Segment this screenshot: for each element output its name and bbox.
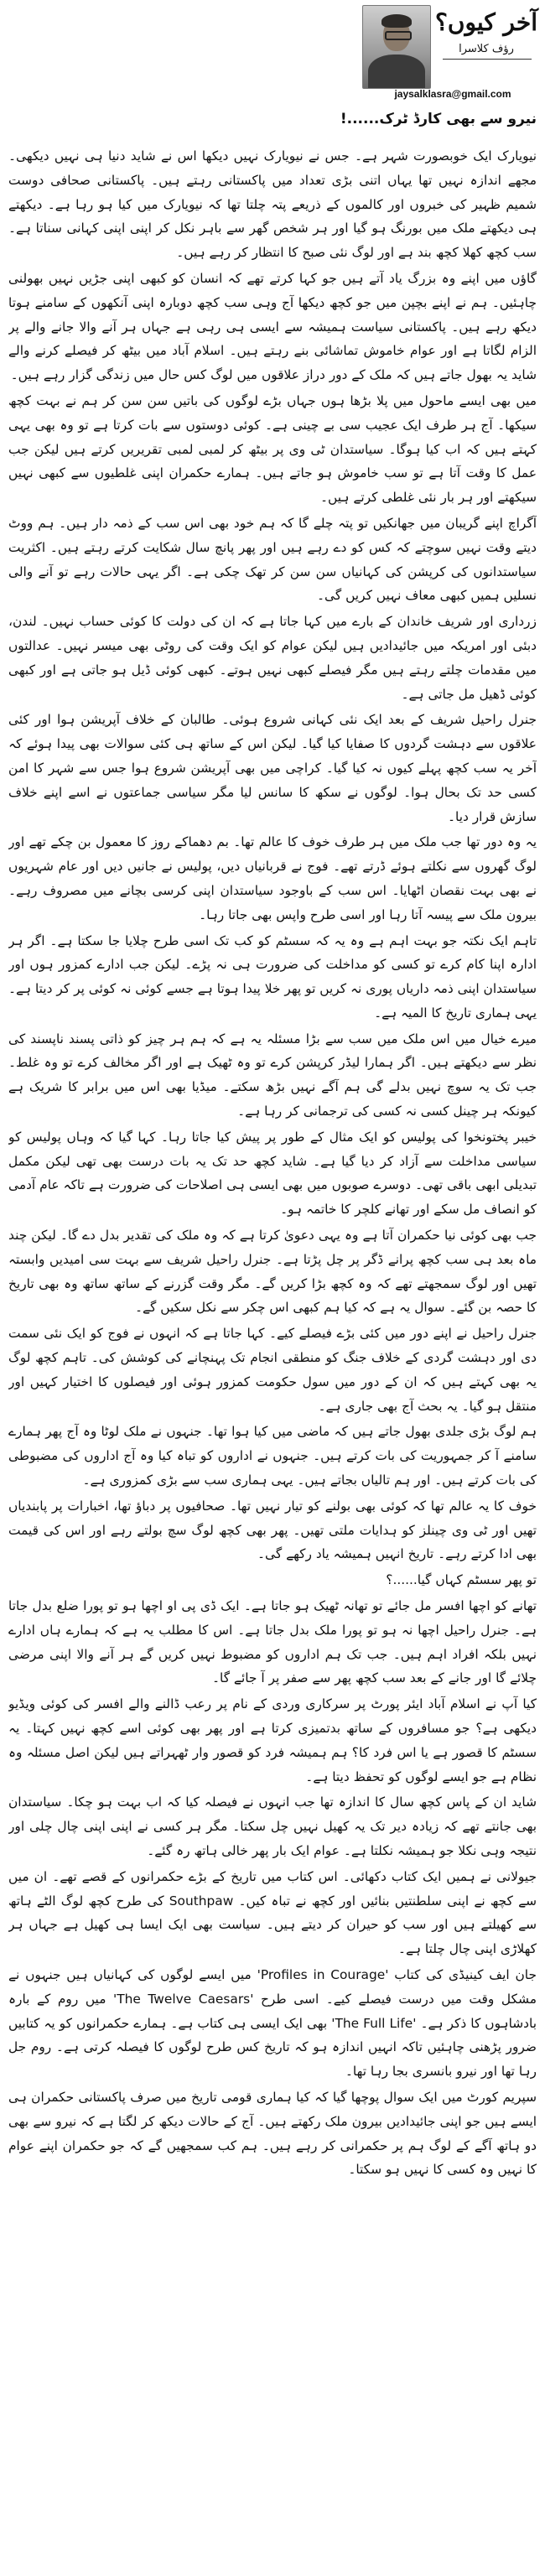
author-photo-body	[368, 55, 425, 89]
paragraph: تھانے کو اچھا افسر مل جائے تو تھانہ ٹھیک ہو جاتا ہے۔ ایک ڈی پی او اچھا ہو تو پورا ضلع بدل جاتا ہے۔ جنرل راحیل اچھا نہ ہو تو پورا ملک بدل جاتا ہے۔ اس کا مطلب یہ ہے کہ ہمارے ہاں ادارے نہیں بلکہ افراد اہم ہیں۔ جب تک ہم اداروں کو مضبوط نہیں کریں گے ہر آنے والا اپنی مرضی چلائے گا اور جانے کے بعد سب کچھ پھر سے صفر پر آ جائے گا۔	[8, 1598, 537, 1686]
article-headline: نیرو سے بھی کارڈ ٹرک......!	[340, 111, 537, 127]
paragraph: جب بھی کوئی نیا حکمران آتا ہے وہ یہی دعویٰ کرتا ہے کہ وہ ملک کی تقدیر بدل دے گا۔ لیکن چند ماہ بعد ہی سب کچھ پرانے ڈگر پر چل پڑتا ہے۔ جنرل راحیل شریف سے بہت سی امیدیں وابستہ تھیں اور لوگ سمجھتے تھے کہ وہ کچھ بڑا کریں گے۔ مگر وقت گزرنے کے ساتھ ساتھ وہ بھی تاریخ کا حصہ بن گئے۔ سوال یہ ہے کہ کیا ہم کبھی اس چکر سے نکل سکیں گے۔	[8, 1228, 537, 1316]
paragraph: یہ وہ دور تھا جب ملک میں ہر طرف خوف کا عالم تھا۔ بم دھماکے روز کا معمول بن چکے تھے اور لوگ گھروں سے نکلتے ہوئے ڈرتے تھے۔ فوج نے قربانیاں دیں، پولیس نے جانیں دیں اور عام شہریوں نے بھی بہت نقصان اٹھایا۔ اس سب کے باوجود سیاستدان اپنی کرسی بچانے میں مصروف رہے۔ بیرون ملک سے پیسہ آتا رہا اور اسی طرح واپس بھی جاتا رہا۔	[8, 834, 537, 922]
paragraph: میرے خیال میں اس ملک میں سب سے بڑا مسئلہ یہ ہے کہ ہم ہر چیز کو ذاتی پسند ناپسند کی نظر سے دیکھتے ہیں۔ اگر ہمارا لیڈر کرپشن کرے تو وہ ٹھیک ہے اور اگر مخالف کرے تو وہ غلط۔ جب تک یہ سوچ نہیں بدلے گی ہم آگے نہیں بڑھ سکتے۔ میڈیا بھی اس میں برابر کا شریک ہے کیونکہ ہر چینل کسی نہ کسی کی ترجمانی کر رہا ہے۔	[8, 1031, 537, 1119]
paragraph: آگراچ اپنے گریبان میں جھانکیں تو پتہ چلے گا کہ ہم خود بھی اس سب کے ذمہ دار ہیں۔ ہم ووٹ دیتے وقت نہیں سوچتے کہ کس کو دے رہے ہیں اور پھر پانچ سال شکایت کرتے رہتے ہیں۔ اکثریت سیاستدانوں کی کرپشن کی کہانیاں سن سن کر تھک چکی ہے۔ اگر یہی حالات رہے تو آنے والی نسلیں ہمیں کبھی معاف نہیں کریں گی۔	[8, 515, 537, 604]
paragraph: تاہم ایک نکتہ جو بہت اہم ہے وہ یہ کہ سسٹم کو کب تک اسی طرح چلایا جا سکتا ہے۔ اگر ہر ادارہ اپنا کام کرے تو کسی کو مداخلت کی ضرورت ہی نہ پڑے۔ لیکن جب ادارے کمزور ہوں اور سیاستدان اپنی ذمہ داریاں پوری نہ کریں تو پھر خلا پیدا ہوتا ہے جسے کوئی نہ کوئی پر کر دیتا ہے۔ یہی ہماری تاریخ کا المیہ ہے۔	[8, 932, 537, 1021]
paragraph: سپریم کورٹ میں ایک سوال پوچھا گیا کہ کیا ہماری قومی تاریخ میں صرف پاکستانی حکمران ہی ایسے ہیں جو اپنی جائیدادیں بیرون ملک رکھتے ہیں۔ آج کے حالات دیکھ کر لگتا ہے کہ نیرو سے بھی دو ہاتھ آگے کے لوگ ہم پر حکمرانی کر رہے ہیں۔ ہم کب سمجھیں گے کہ جو حکمران اپنے عوام کا نہیں وہ کسی کا نہیں ہو سکتا۔	[8, 2089, 537, 2178]
paragraph: شاید ان کے پاس کچھ سال کا اندازہ تھا جب انہوں نے فیصلہ کیا کہ اب بہت ہو چکا۔ سیاستدان بھی جانتے تھے کہ زیادہ دیر تک یہ کھیل نہیں چل سکتا۔ مگر ہر کسی نے اپنی اپنی چال چلی اور نتیجہ وہی نکلا جو ہمیشہ نکلتا ہے۔ عوام ایک بار پھر خالی ہاتھ رہ گئے۔	[8, 1794, 537, 1858]
author-photo-hair	[382, 14, 412, 28]
paragraph: کیا آپ نے اسلام آباد ایئر پورٹ پر سرکاری وردی کے نام پر رعب ڈالنے والے افسر کی کوئی ویڈیو دیکھی ہے؟ جو مسافروں کے ساتھ بدتمیزی کرتا ہے اور پھر بھی کوئی اسے کچھ نہیں کہتا۔ یہ سسٹم کا قصور ہے یا اس فرد کا؟ ہم ہمیشہ فرد کو قصور وار ٹھہراتے ہیں لیکن اصل مسئلہ وہ نظام ہے جو ایسے لوگوں کو تحفظ دیتا ہے۔	[8, 1696, 537, 1784]
paragraph: جنرل راحیل نے اپنے دور میں کئی بڑے فیصلے کیے۔ کہا جاتا ہے کہ انہوں نے فوج کو ایک نئی سمت دی اور دہشت گردی کے خلاف جنگ کو منطقی انجام تک پہنچانے کی کوشش کی۔ تاہم کچھ لوگ یہ بھی کہتے ہیں کہ ان کے دور میں سول حکومت کمزور ہوئی اور فیصلوں کا اختیار کہیں اور منتقل ہو گیا۔ یہ بحث آج بھی جاری ہے۔	[8, 1326, 537, 1414]
column-title: آخر کیوں؟	[435, 8, 537, 36]
paragraph: ہم لوگ بڑی جلدی بھول جاتے ہیں کہ ماضی میں کیا ہوا تھا۔ جنہوں نے ملک لوٹا وہ آج پھر ہمارے سامنے آ کر جمہوریت کی بات کرتے ہیں۔ جنہوں نے اداروں کو تباہ کیا وہ آج اداروں کی مضبوطی کی بات کرتے ہیں۔ اور ہم تالیاں بجاتے ہیں۔ یہی ہماری سب سے بڑی کمزوری ہے۔	[8, 1424, 537, 1488]
paragraph: خیبر پختونخوا کی پولیس کو ایک مثال کے طور پر پیش کیا جاتا رہا۔ کہا گیا کہ وہاں پولیس کو سیاسی مداخلت سے آزاد کر دیا گیا ہے۔ شاید کچھ حد تک یہ بات درست بھی تھی لیکن مکمل تبدیلی ابھی باقی تھی۔ دوسرے صوبوں میں بھی ایسی ہی اصلاحات کی ضرورت ہے تاکہ عام آدمی کو انصاف مل سکے اور تھانے کلچر کا خاتمہ ہو۔	[8, 1129, 537, 1218]
column-header	[0, 0, 545, 143]
author-name: رؤف کلاسرا	[459, 43, 514, 55]
author-photo-glasses	[385, 31, 412, 40]
paragraph: جنرل راحیل شریف کے بعد ایک نئی کہانی شروع ہوئی۔ طالبان کے خلاف آپریشن ہوا اور کئی علاقوں سے دہشت گردوں کا صفایا کیا گیا۔ لیکن اس کے ساتھ ہی کئی سوالات بھی پیدا ہوئے کہ آخر یہ سب کچھ پہلے کیوں نہ کیا گیا۔ کراچی میں بھی آپریشن شروع ہوا جس سے شہر کا امن کسی حد تک بحال ہوا۔ لوگوں نے سکھ کا سانس لیا مگر سیاسی جماعتوں نے اسے اپنے خلاف سازش قرار دیا۔	[8, 712, 537, 824]
paragraph: زرداری اور شریف خاندان کے بارے میں کہا جاتا ہے کہ ان کی دولت کا کوئی حساب نہیں۔ لندن، دبئی اور امریکہ میں جائیدادیں ہیں لیکن عوام کو ایک وقت کی روٹی بھی میسر نہیں۔ عدالتوں میں مقدمات چلتے رہتے ہیں مگر فیصلے کبھی نہیں ہوتے۔ کبھی کوئی ڈیل ہو جاتی ہے اور کبھی کوئی ڈھیل مل جاتی ہے۔	[8, 614, 537, 702]
byline-divider	[443, 59, 532, 60]
paragraph: جیولانی نے ہمیں ایک کتاب دکھائی۔ اس کتاب میں تاریخ کے بڑے حکمرانوں کے قصے تھے۔ ان میں سے کچھ نے اپنی سلطنتیں بنائیں اور کچھ نے تباہ کیں۔ Southpaw کی طرح کچھ لوگ الٹے ہاتھ سے کھیلتے ہیں اور سب کو حیران کر دیتے ہیں۔ سیاست بھی ایک ایسا ہی کھیل ہے جہاں ہر کھلاڑی اپنی چال چلتا ہے۔	[8, 1868, 537, 1957]
section-question: تو پھر سسٹم کہاں گیا......؟	[386, 1572, 537, 1588]
paragraph: جان ایف کینیڈی کی کتاب 'Profiles in Courage' میں ایسے لوگوں کی کہانیاں ہیں جنہوں نے مشکل وقت میں درست فیصلے کیے۔ اسی طرح 'The Twelve Caesars' میں روم کے بارہ بادشاہوں کا ذکر ہے۔ 'The Full Life' بھی ایک ایسی ہی کتاب ہے۔ ہمارے حکمرانوں کو یہ کتابیں ضرور پڑھنی چاہئیں تاکہ انہیں اندازہ ہو کہ تاریخ کس طرح لوگوں کا فیصلہ کرتی ہے۔ روم جل رہا تھا اور نیرو بانسری بجا رہا تھا۔	[8, 1966, 537, 2080]
paragraph: خوف کا یہ عالم تھا کہ کوئی بھی بولنے کو تیار نہیں تھا۔ صحافیوں پر دباؤ تھا، اخبارات پر پابندیاں تھیں اور ٹی وی چینلز کو ہدایات ملتی تھیں۔ پھر بھی کچھ لوگ سچ بولتے رہے اور اس کی قیمت بھی ادا کرتے رہے۔ تاریخ انہیں ہمیشہ یاد رکھے گی۔	[8, 1498, 537, 1562]
paragraph: میں بھی ایسے ماحول میں پلا بڑھا ہوں جہاں بڑے لوگوں کی باتیں سن سن کر ہم نے بہت کچھ سیکھا۔ آج ہر طرف ایک عجیب سی بے چینی ہے۔ کوئی دوستوں سے بات کرتا ہے تو وہ بھی یہی کہتے ہیں کہ اب کیا ہوگا۔ سیاستدان ٹی وی پر بیٹھ کر لمبی لمبی تقریریں کرتے ہیں لیکن جب عمل کا وقت آتا ہے تو سب خاموش ہو جاتے ہیں۔ ہمارے حکمران اپنی غلطیوں سے کبھی نہیں سیکھتے اور ہر بار نئی غلطی کرتے ہیں۔	[8, 392, 537, 506]
paragraph: گاؤں میں اپنے وہ بزرگ یاد آتے ہیں جو کہا کرتے تھے کہ انسان کو کبھی اپنی جڑیں نہیں بھولنی چاہئیں۔ ہم نے اپنے بچپن میں جو کچھ دیکھا آج وہی سب کچھ دوبارہ اپنی آنکھوں کے سامنے ہوتا دیکھ رہے ہیں۔ پاکستانی سیاست ہمیشہ سے ایسی ہی رہی ہے جہاں ہر آنے والا جانے والے پر الزام لگاتا ہے اور عوام خاموش تماشائی بنے رہتے ہیں۔ اسلام آباد میں بیٹھ کر فیصلے کرنے والے شاید یہ بھول جاتے ہیں کہ ملک کے دور دراز علاقوں میں لوگ کس حال میں زندگی گزار رہے ہیں۔	[8, 270, 537, 383]
author-photo	[362, 5, 431, 89]
paragraph: نیویارک ایک خوبصورت شہر ہے۔ جس نے نیویارک نہیں دیکھا اس نے شاید دنیا ہی نہیں دیکھی۔ مجھے اندازہ نہیں تھا یہاں اتنی بڑی تعداد میں پاکستانی رہتے ہیں۔ پاکستانی صحافی دوست شمیم ظہیر کی خبروں اور کالموں کے ذریعے پتہ چلتا تھا کہ نیویارک میں کیا ہو رہا ہے۔ دیکھتے ہی دیکھتے ملک میں بورنگ ہو گیا اور ہر شخص گھر سے باہر نکل کر اپنی اپنی کہانی سناتا ہے۔ سب کچھ کھلا کچھ بند ہے اور لوگ نئی صبح کا انتظار کر رہے ہیں۔	[8, 148, 537, 261]
author-email[interactable]: jaysalklasra@gmail.com	[394, 88, 511, 100]
article-body	[8, 144, 537, 2568]
